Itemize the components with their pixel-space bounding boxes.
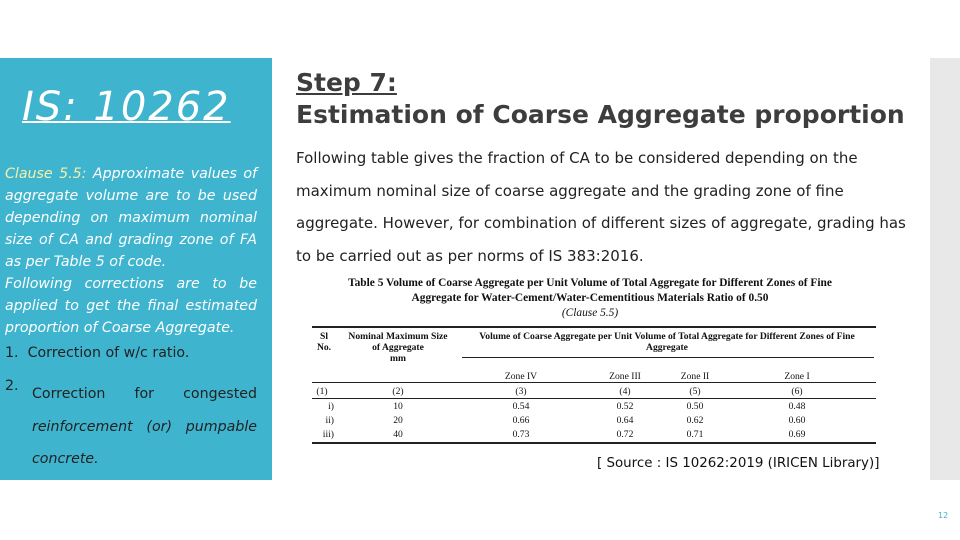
table-cell: 0.52 (616, 401, 634, 412)
column-number: (5) (689, 386, 701, 397)
step-label: Step 7: (296, 68, 397, 97)
table-rule (312, 326, 876, 328)
table-rule (312, 398, 876, 399)
zone-header: Zone IV (504, 371, 538, 382)
following-text: Following corrections are to be applied to get the final estimated proportion of Coarse Aggregate. (5, 276, 257, 336)
column-number: (1) (316, 386, 328, 397)
table-cell: i) (328, 401, 334, 412)
source-note: [ Source : IS 10262:2019 (IRICEN Library)] (597, 456, 880, 471)
table-cell: iii) (322, 429, 334, 440)
column-number: (4) (619, 386, 631, 397)
zone-header: Zone III (609, 371, 641, 382)
table-cell: 0.50 (686, 401, 704, 412)
right-edge-strip (930, 58, 960, 480)
clause-lead: Clause 5.5: (5, 166, 87, 182)
table-cell: 0.60 (788, 415, 806, 426)
column-number: (2) (392, 386, 404, 397)
column-number: (3) (515, 386, 527, 397)
table-cell: 0.73 (512, 429, 530, 440)
table-cell: 0.69 (788, 429, 806, 440)
table-cell: 0.64 (616, 415, 634, 426)
table-cell: ii) (325, 415, 334, 426)
page-title: Estimation of Coarse Aggregate proportion (296, 100, 905, 129)
zone-header: Zone I (784, 371, 810, 382)
table-cell: 0.54 (512, 401, 530, 412)
table-cell: 0.71 (686, 429, 704, 440)
header-volume: Volume of Coarse Aggregate per Unit Volume of Total Aggregate for Different Zones of Fine Aggregate (479, 331, 855, 353)
table-rule (312, 382, 876, 383)
header-size: Nominal Maximum Size of Aggregate mm (348, 331, 448, 364)
table-rule (462, 357, 874, 358)
table-cell: 40 (393, 429, 403, 440)
table-cell: 20 (393, 415, 403, 426)
clause-description (5, 163, 257, 339)
table-cell: 0.66 (512, 415, 530, 426)
page-number: 12 (938, 511, 949, 520)
step-heading (296, 67, 905, 131)
clause-text: Approximate values of aggregate volume are to be used depending on maximum nominal size of CA and grading zone of FA as per Table 5 of code. (5, 166, 257, 270)
zone-header: Zone II (680, 371, 710, 382)
column-number: (6) (791, 386, 803, 397)
top-margin (0, 0, 960, 58)
list-item: 1. Correction of w/c ratio. (5, 345, 190, 361)
table-cell: 10 (393, 401, 403, 412)
table-cell: 0.62 (686, 415, 704, 426)
body-paragraph: Following table gives the fraction of CA to be considered depending on the maximum nominal size of coarse aggregate and the grading zone of fine aggregate. However, for combination of different sizes of aggregate, grading has to be carried out as per norms of IS 383:2016. (296, 149, 906, 265)
table-rule (312, 442, 876, 444)
table-cell: 0.48 (788, 401, 806, 412)
header-sl: Sl No. (316, 331, 332, 353)
standard-title: IS: 10262 (22, 84, 231, 130)
aggregate-table (304, 276, 876, 444)
table-cell: 0.72 (616, 429, 634, 440)
table-caption: Table 5 Volume of Coarse Aggregate per Unit Volume of Total Aggregate for Different Zones of Fine Aggregate for Water-Cement/Water-Cementitious Materials Ratio of 0.50 (Clause 5.5) (348, 277, 832, 319)
